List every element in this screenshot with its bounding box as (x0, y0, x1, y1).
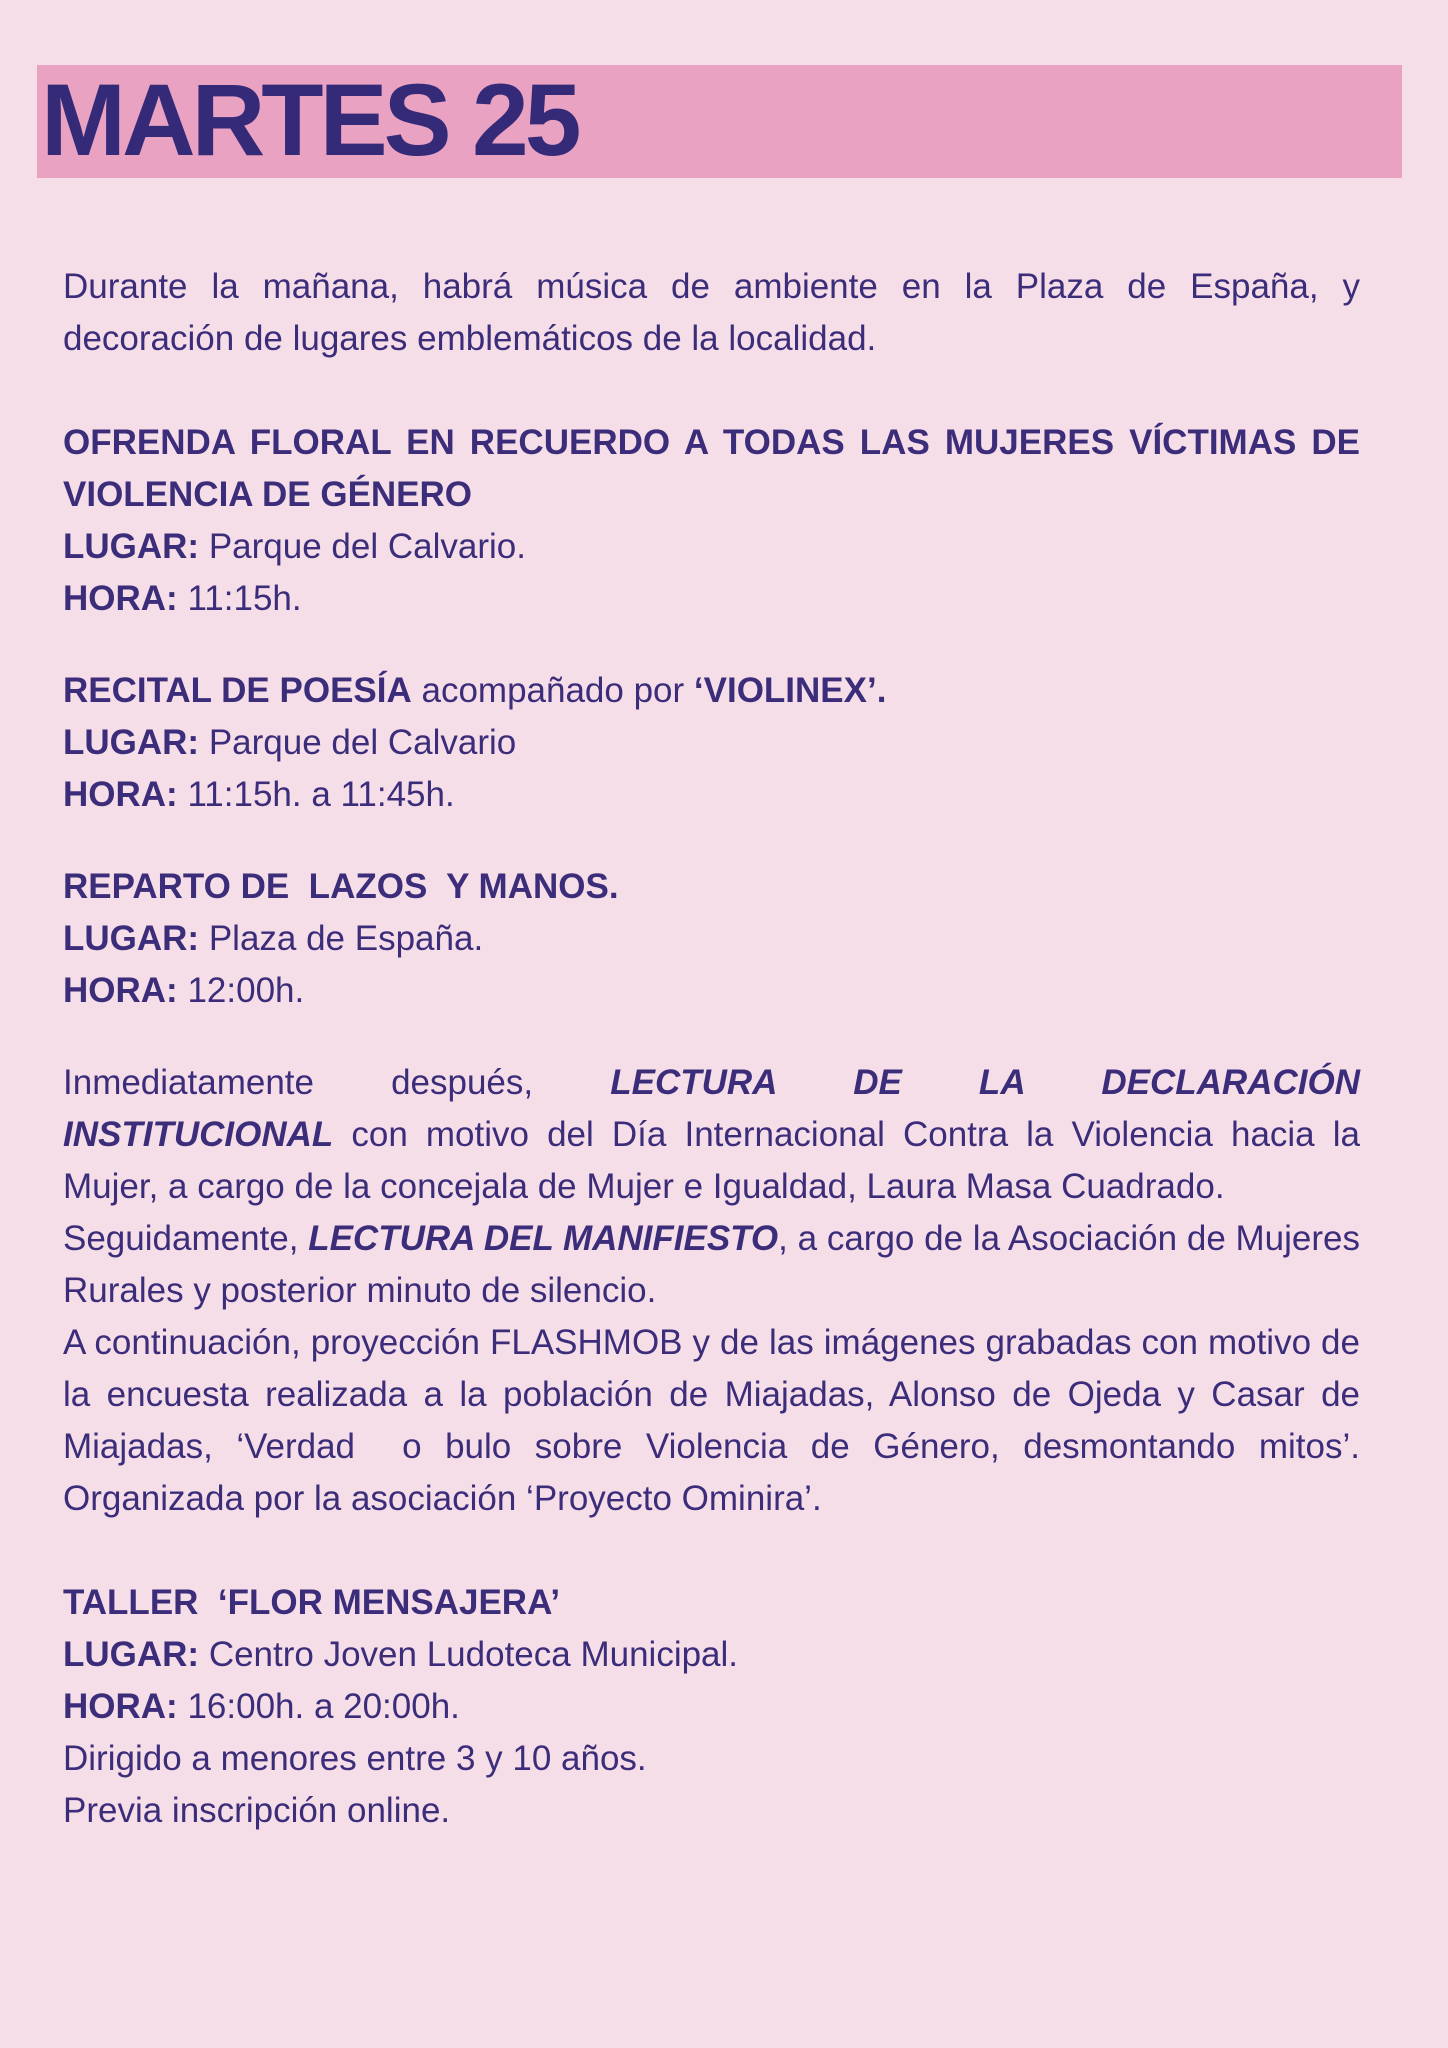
intro-text: Durante la mañana, habrá música de ambiente en la Plaza de España, y decoración de lugares emblemáticos de la localidad. (63, 267, 1360, 358)
event-time (63, 965, 1360, 1017)
location-label: LUGAR: (63, 919, 200, 958)
title-band (37, 65, 1402, 178)
time-label: HORA: (63, 775, 178, 814)
event-location (63, 1629, 1360, 1681)
time-value: 11:15h. a 11:45h. (177, 775, 455, 814)
declaration-title: LECTURA DE LA DECLARACIÓN (610, 1063, 1360, 1102)
event-title-bold-2: ‘VIOLINEX’. (693, 671, 887, 710)
event-title-bold: RECITAL DE POESÍA (63, 671, 412, 710)
location-label: LUGAR: (63, 1635, 200, 1674)
event-time (63, 1681, 1360, 1733)
page-title: MARTES 25 (41, 63, 578, 177)
manifesto-text (63, 1213, 1360, 1317)
declaration-line-1 (63, 1057, 1360, 1109)
time-value: 11:15h. (177, 579, 302, 618)
event-taller (63, 1577, 1360, 1837)
declaration-detail: con motivo del Día Internacional Contra la Violencia hacia la Mujer, a cargo de la concejala de Mujer e Igualdad, Laura Masa Cuadrado. (63, 1115, 1360, 1206)
location-label: LUGAR: (63, 527, 200, 566)
location-value: Parque del Calvario. (199, 527, 526, 566)
event-location (63, 913, 1360, 965)
flashmob-text: A continuación, proyección FLASHMOB y de las imágenes grabadas con motivo de la encuesta realizada a la población de Miajadas, Alonso de Ojeda y Casar de Miajadas, ‘Verdad o bulo sobre Violencia de Género, desmontando mitos’. Organizada por la asociación ‘Proyecto Ominira’. (63, 1323, 1370, 1518)
time-label: HORA: (63, 1687, 178, 1726)
event-reparto (63, 861, 1360, 1017)
time-label: HORA: (63, 971, 178, 1010)
declaration-line-2 (63, 1109, 1360, 1213)
manifesto-title: LECTURA DEL MANIFIESTO (308, 1219, 779, 1258)
declaration-paragraph (63, 1057, 1370, 1525)
audience-note: Dirigido a menores entre 3 y 10 años. (63, 1739, 647, 1778)
event-title-plain: acompañado por (411, 671, 694, 710)
declaration-title-cont: INSTITUCIONAL (63, 1115, 334, 1154)
location-value: Parque del Calvario (199, 723, 517, 762)
event-title: TALLER ‘FLOR MENSAJERA’ (63, 1583, 561, 1622)
event-location (63, 521, 1360, 573)
event-recital (63, 665, 1360, 821)
event-ofrenda (63, 417, 1360, 625)
event-time (63, 573, 1360, 625)
time-value: 16:00h. a 20:00h. (177, 1687, 460, 1726)
manifesto-intro: Seguidamente, (63, 1219, 309, 1258)
registration-note: Previa inscripción online. (63, 1791, 451, 1830)
time-value: 12:00h. (177, 971, 305, 1010)
time-label: HORA: (63, 579, 178, 618)
declaration-intro: Inmediatamente después, (63, 1063, 611, 1102)
event-title: OFRENDA FLORAL EN RECUERDO A TODAS LAS MUJERES VÍCTIMAS DE VIOLENCIA DE GÉNERO (63, 423, 1360, 514)
event-title: REPARTO DE LAZOS Y MANOS. (63, 867, 619, 906)
event-time (63, 769, 1360, 821)
location-label: LUGAR: (63, 723, 200, 762)
manifesto-detail: , a cargo de la Asociación de Mujeres Rurales y posterior minuto de silencio. (63, 1219, 1361, 1310)
location-value: Centro Joven Ludoteca Municipal. (199, 1635, 739, 1674)
location-value: Plaza de España. (199, 919, 484, 958)
schedule-content (63, 261, 1370, 1837)
event-location (63, 717, 1360, 769)
event-title (63, 665, 1360, 717)
